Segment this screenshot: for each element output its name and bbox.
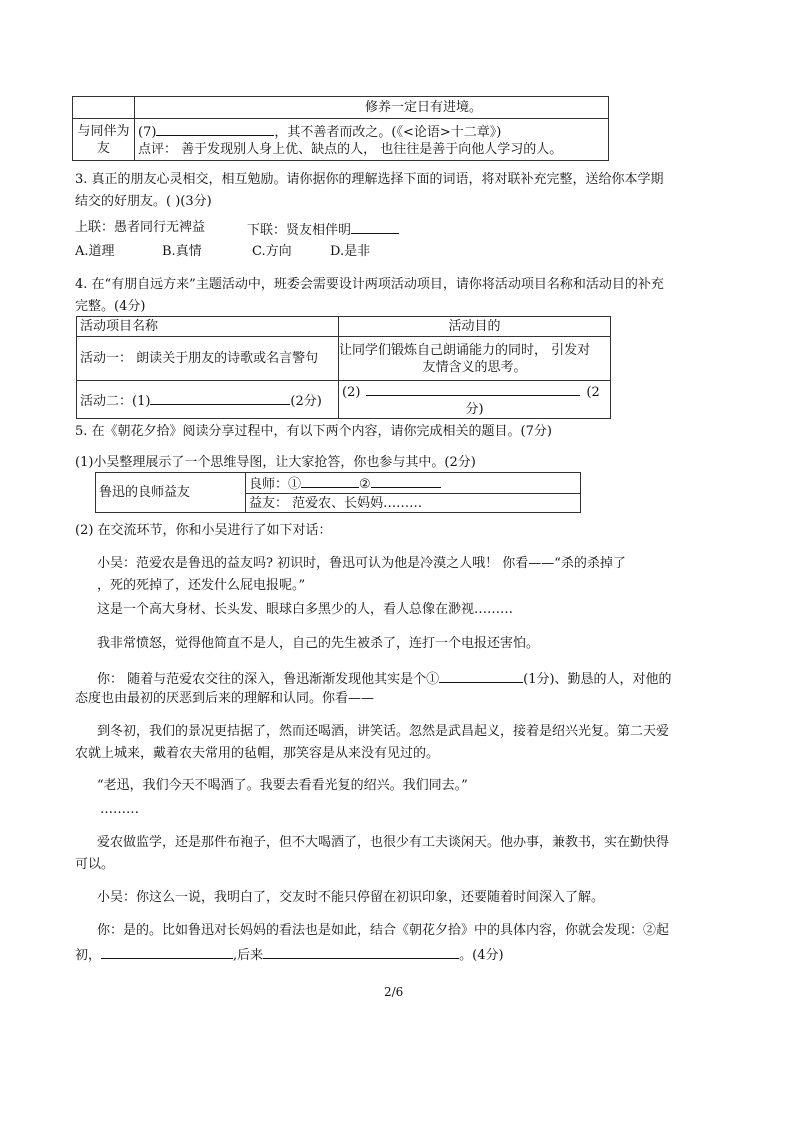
- blank-7[interactable]: [156, 121, 274, 136]
- friend-category-cell: 与同伴为友: [73, 119, 135, 161]
- activity1-purpose: [339, 337, 611, 381]
- dialogue-p9-line1: 你：是的。比如鲁迅对长妈妈的看法也是如此，结合《朝花夕拾》中的具体内容，你就会发现：②起: [97, 923, 670, 938]
- dialogue-p8: 小吴：你这么一说，我明白了，交友时不能只停留在初识印象，还要随着时间深入了解。: [97, 890, 605, 905]
- activity2-score: (2分): [290, 393, 322, 409]
- p4-suffix: (1分)、勤恳的人，对他的: [523, 672, 672, 687]
- table-cell: [73, 97, 135, 119]
- couplet-blank[interactable]: [351, 219, 399, 234]
- q5-sub2: (2) 在交流环节，你和小吴进行了如下对话：: [75, 523, 332, 538]
- activity2-purpose-blank[interactable]: [366, 381, 580, 396]
- dialogue-p1-line1: 小吴：范爱农是鲁迅的益友吗? 初识时，鲁迅可认为他是冷漠之人哦！ 你看——“杀的杀掉了: [97, 556, 626, 571]
- quote-p5-line1: 到冬初，我们的景况更拮据了，然而还喝酒，讲笑话。忽然是武昌起义，接着是绍兴光复。第二天爱: [97, 724, 670, 739]
- table-cell: 修养一定日有进境。: [135, 97, 609, 119]
- couplet-upper: 上联：愚者同行无裨益: [75, 220, 206, 235]
- activity1-purpose-line2: 友情含义的思考。: [422, 359, 527, 375]
- activity2-name: [77, 381, 339, 419]
- option-c[interactable]: C.方向: [252, 244, 292, 259]
- activity2-purpose-score-tail: 分): [465, 402, 484, 417]
- mind-map-friends: 益友： 范爱农、长妈妈………: [246, 494, 581, 513]
- dialogue-p9-line2: [75, 944, 504, 965]
- quote-p5-line2: 农就上城来，戴着农夫常用的毡帽，那笑容是从来没有见过的。: [75, 746, 440, 761]
- teacher-label: 良师：①: [249, 477, 302, 492]
- comment-text: 点评： 善于发现别人身上优、缺点的人， 也往往是善于向他人学习的人。: [138, 142, 563, 157]
- mind-map-root: 鲁迅的良师益友: [96, 473, 246, 513]
- mind-map-table: [95, 472, 581, 513]
- teacher-blank-1[interactable]: [301, 473, 359, 488]
- q4-line2: 完整。(4分): [75, 299, 146, 314]
- quote-p7-line2: 可以。: [75, 857, 115, 872]
- option-b[interactable]: B.真情: [162, 244, 202, 259]
- blank-p9-2[interactable]: [263, 944, 459, 959]
- p9-mid: ,后来: [233, 948, 264, 963]
- option-d[interactable]: D.是非: [330, 244, 371, 259]
- activity2-prefix: 活动二：(1): [80, 393, 151, 409]
- activity2-name-blank[interactable]: [150, 390, 290, 405]
- activity1-purpose-line1: 让同学们锻炼自己朗诵能力的同时， 引发对: [339, 342, 591, 358]
- quote-p6: “老迅，我们今天不喝酒了。我要去看看光复的绍兴。我们同去。”: [97, 778, 468, 793]
- quote-text: ，其不善者而改之。(《<论语>十二章》): [274, 125, 502, 140]
- p9-suffix: 。(4分): [459, 948, 504, 963]
- dialogue-p1-line2: ，死的死掉了，还发什么屁电报呢。”: [97, 578, 306, 593]
- blank-p9-1[interactable]: [101, 944, 233, 959]
- dialogue-p4-line2: 态度也由最初的厌恶到后来的理解和认同。你看——: [75, 691, 375, 706]
- activity1-name: 活动一： 朗读关于朋友的诗歌或名言警句: [77, 337, 339, 381]
- option-a[interactable]: A.道理: [75, 244, 115, 259]
- couplet-lower-text: 下联：贤友相伴明: [247, 223, 352, 238]
- q5-intro: 5. 在《朝花夕拾》阅读分享过程中，有以下两个内容，请你完成相关的题目。(7分): [75, 424, 552, 439]
- teacher-blank-2[interactable]: [371, 473, 441, 488]
- quote-number: (7): [138, 125, 157, 140]
- quote-p6-dots: ………: [100, 802, 139, 817]
- q3-line2: 结交的好朋友。( )(3分): [75, 194, 212, 209]
- q4-line1: 4. 在“有朋自远方来”主题活动中，班委会需要设计两项活动项目，请你将活动项目名称和活动目的补充: [75, 277, 664, 292]
- mind-map-teachers: [246, 473, 581, 494]
- activity2-purpose-score: (2: [586, 385, 600, 400]
- quote-p7-line1: 爱农做监学，还是那件布袍子，但不大喝酒了，也很少有工夫谈闲天。他办事，兼教书，实在勤快得: [97, 835, 670, 850]
- blank-p4-1[interactable]: [439, 668, 523, 683]
- friend-table: [72, 96, 609, 161]
- activity2-purpose: [339, 381, 611, 419]
- page-number: 2/6: [384, 985, 404, 999]
- activity-purpose-header: 活动目的: [339, 317, 611, 337]
- q3-line1: 3. 真正的朋友心灵相交，相互勉励。请你据你的理解选择下面的词语，将对联补充完整，送给你本学期: [75, 172, 664, 187]
- couplet-lower: [247, 219, 399, 240]
- quote-p3: 我非常愤怒，觉得他简直不是人，自己的先生被杀了，连打一个电报还害怕。: [97, 636, 540, 651]
- quote-p2: 这是一个高大身材、长头发、眼球白多黑少的人，看人总像在渺视………: [97, 602, 514, 617]
- activity2-purpose-prefix: (2): [342, 385, 361, 400]
- q5-sub1: (1)小吴整理展示了一个思维导图，让大家抢答，你也参与其中。(2分): [75, 455, 476, 470]
- dialogue-p4-line1: [97, 668, 672, 689]
- friend-quote-cell: [135, 119, 609, 161]
- p4-prefix: 你： 随着与范爱农交往的深入，鲁迅渐渐发现他其实是个①: [97, 672, 440, 687]
- p9-prefix: 初，: [75, 948, 102, 963]
- teacher-mid: ②: [359, 477, 371, 492]
- activity-name-header: 活动项目名称: [77, 317, 339, 337]
- activity-table: [76, 316, 611, 419]
